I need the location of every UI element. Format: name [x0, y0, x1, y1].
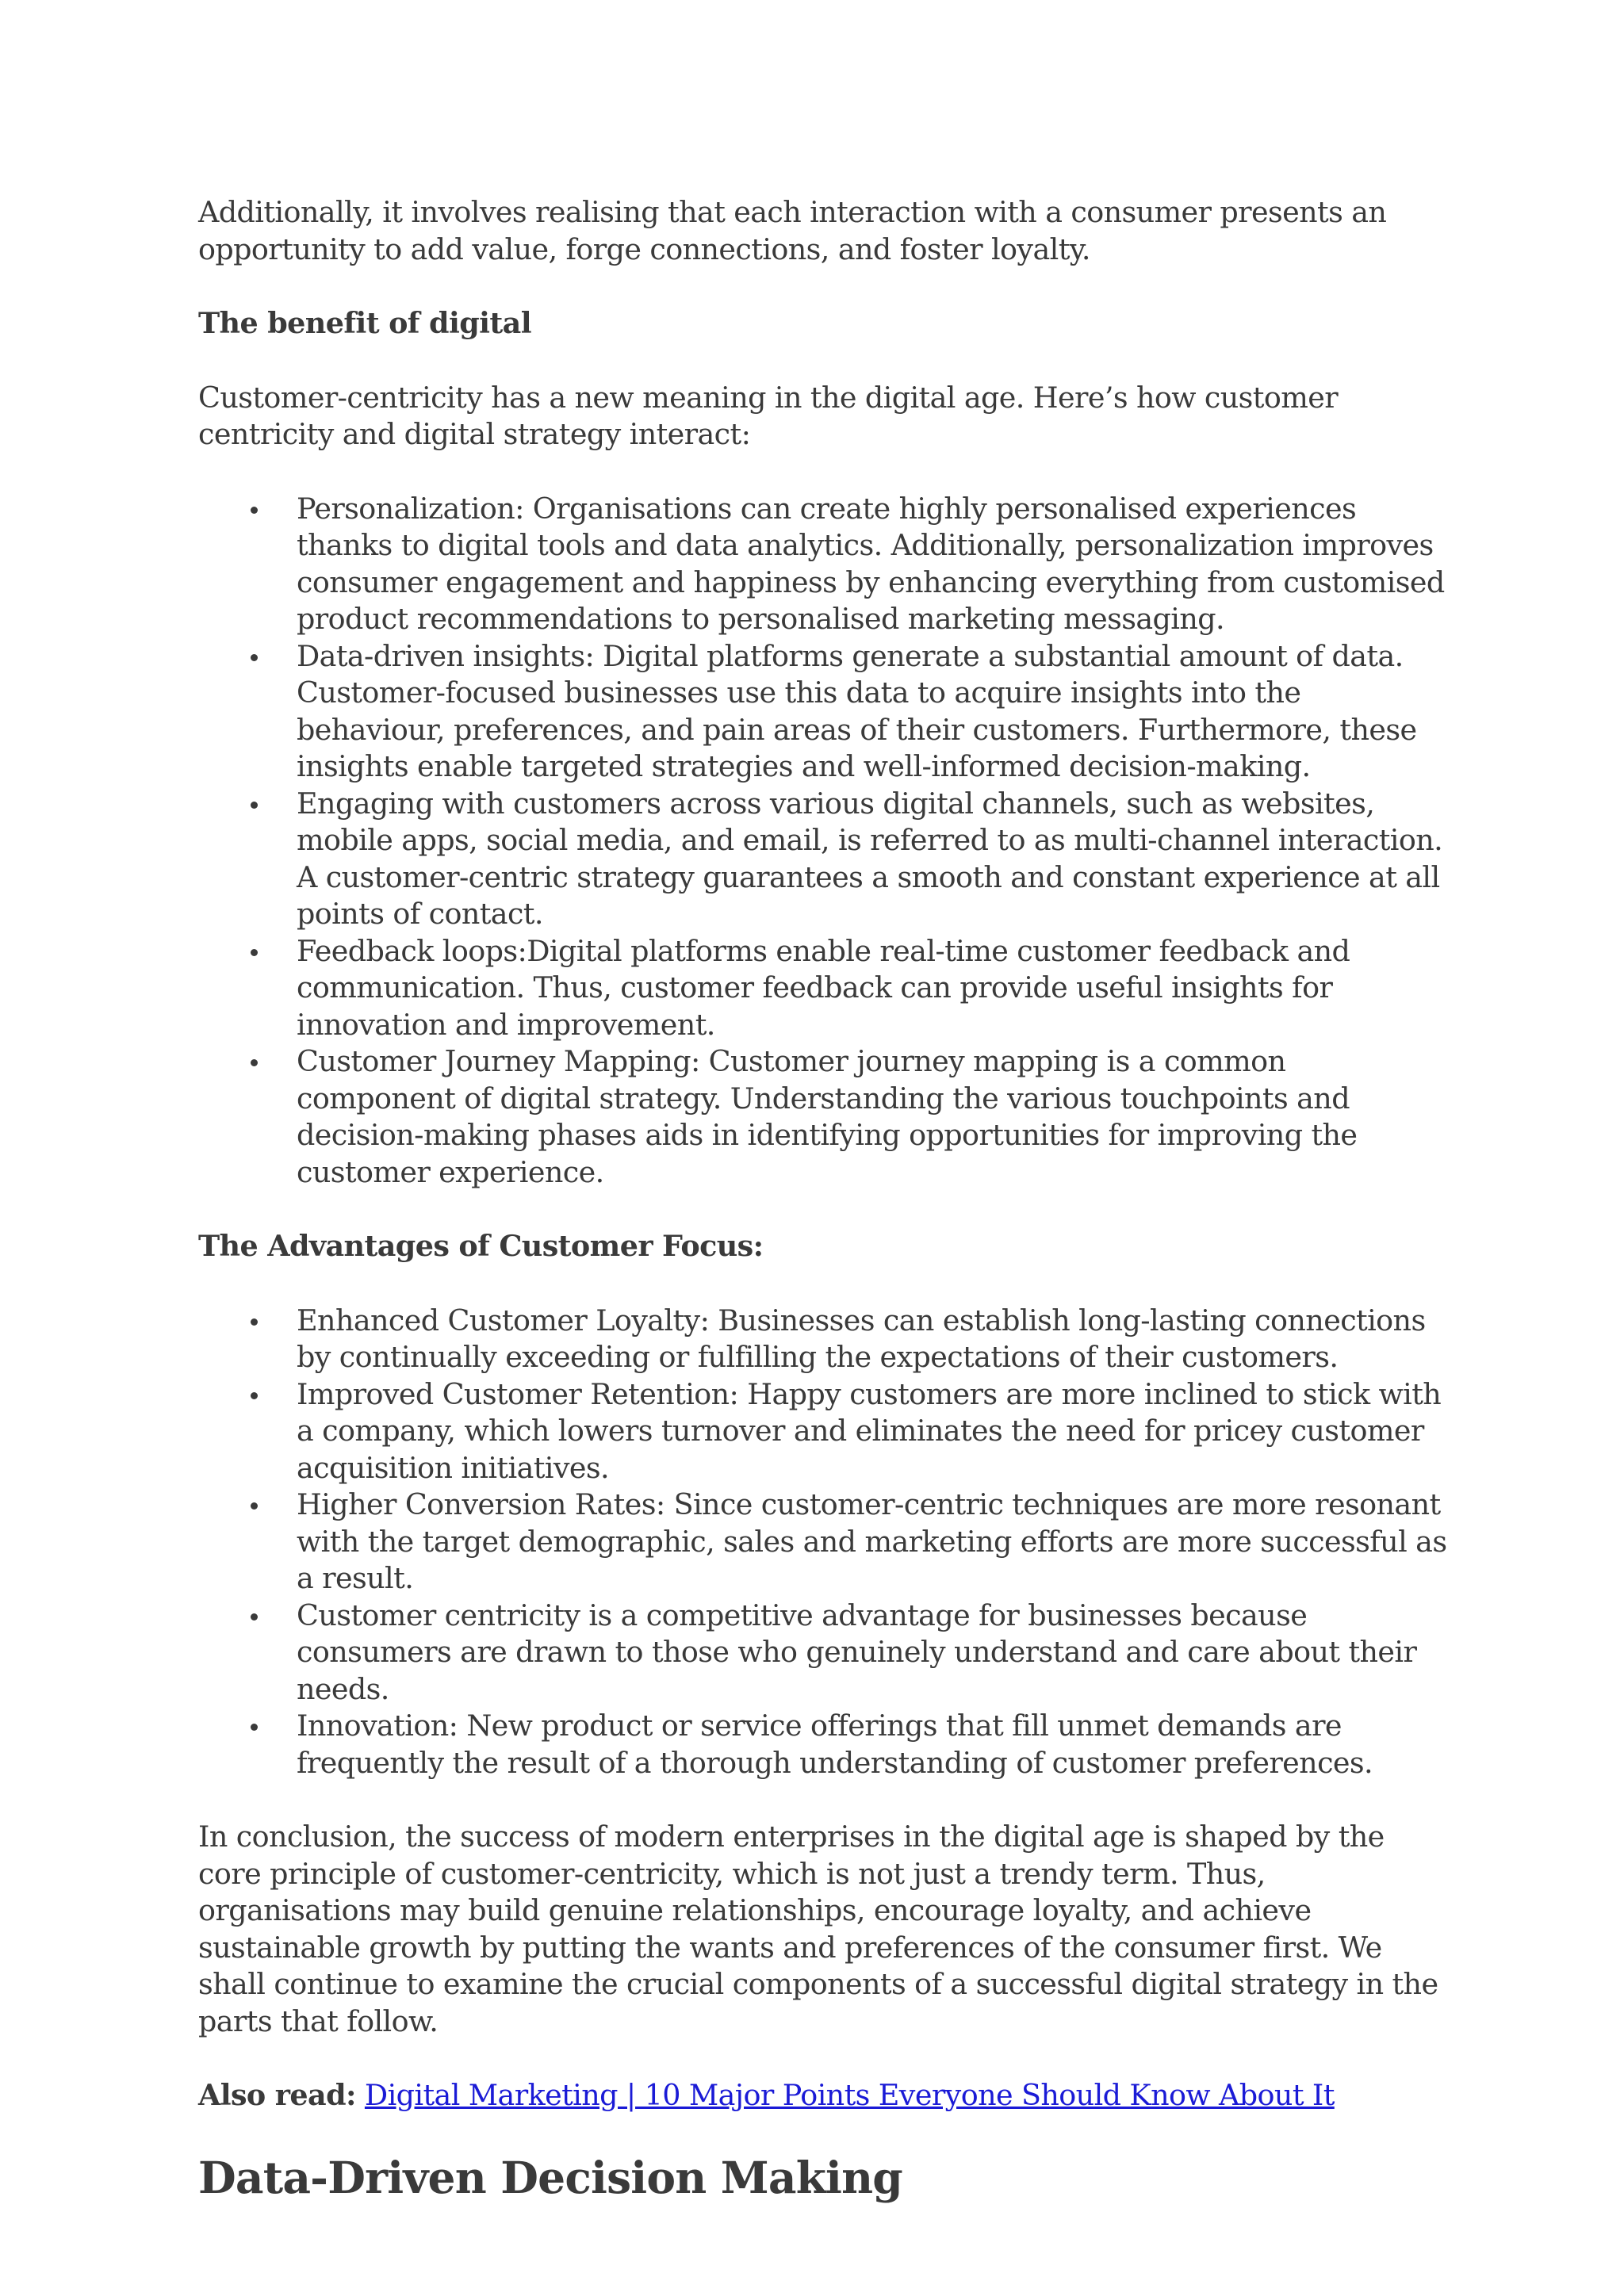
conclusion-paragraph: In conclusion, the success of modern enterprises in the digital age is shaped by the core principle of customer-centricity, which is not just a trendy term. Thus, organisations may build genuine relationships, encourage loyalty, and achieve sustainable growth by putting the wants and preferences of the consumer first. We shall continue to examine the crucial components of a successful digital strategy in the parts that follow.: [198, 1820, 1438, 2038]
list-item: Higher Conversion Rates: Since customer-centric techniques are more resonant with the target demographic, sales and marketing efforts are more successful as a result.: [297, 1487, 1451, 1598]
advantages-list: [198, 1303, 1451, 1782]
list-item: Innovation: New product or service offerings that fill unmet demands are frequently the result of a thorough understanding of customer preferences.: [297, 1708, 1451, 1781]
also-read-label: Also read:: [198, 2078, 356, 2112]
list-item: Feedback loops:Digital platforms enable real-time customer feedback and communication. Thus, customer feedback can provide useful insights for innovation and improvement.: [297, 933, 1451, 1044]
digital-intro-paragraph: Customer-centricity has a new meaning in the digital age. Here’s how customer centricity and digital strategy interact:: [198, 380, 1339, 451]
list-item: Customer centricity is a competitive advantage for businesses because consumers are drawn to those who genuinely understand and care about their needs.: [297, 1598, 1451, 1709]
list-item: Customer Journey Mapping: Customer journey mapping is a common component of digital strategy. Understanding the various touchpoints and decision-making phases aids in identifying opportunities for improving the customer experience.: [297, 1043, 1451, 1191]
also-read-link[interactable]: Digital Marketing | 10 Major Points Everyone Should Know About It: [364, 2078, 1335, 2112]
list-item: Improved Customer Retention: Happy customers are more inclined to stick with a company, which lowers turnover and eliminates the need for pricey customer acquisition initiatives.: [297, 1376, 1451, 1487]
list-item: Personalization: Organisations can create highly personalised experiences thanks to digital tools and data analytics. Additionally, personalization improves consumer engagement and happiness by enhancing everything from customised product recommendations to personalised marketing messaging.: [297, 491, 1451, 638]
also-read-line: [198, 2077, 1451, 2114]
document-page: [198, 194, 1451, 2204]
digital-benefits-list: [198, 491, 1451, 1192]
intro-paragraph: Additionally, it involves realising that each interaction with a consumer presents an opportunity to add value, forge connections, and foster loyalty.: [198, 195, 1387, 266]
digital-benefit-heading: The benefit of digital: [198, 306, 531, 340]
list-item: Data-driven insights: Digital platforms generate a substantial amount of data. Customer-focused businesses use this data to acquire insights into the behaviour, preferences, and pain areas of their customers. Furthermore, these insights enable targeted strategies and well-informed decision-making.: [297, 638, 1451, 786]
list-item: Engaging with customers across various digital channels, such as websites, mobile apps, social media, and email, is referred to as multi-channel interaction. A customer-centric strategy guarantees a smooth and constant experience at all points of contact.: [297, 786, 1451, 933]
list-item: Enhanced Customer Loyalty: Businesses can establish long-lasting connections by continually exceeding or fulfilling the expectations of their customers.: [297, 1303, 1451, 1376]
section-heading: Data-Driven Decision Making: [198, 2151, 902, 2203]
advantages-heading: The Advantages of Customer Focus:: [198, 1229, 764, 1263]
